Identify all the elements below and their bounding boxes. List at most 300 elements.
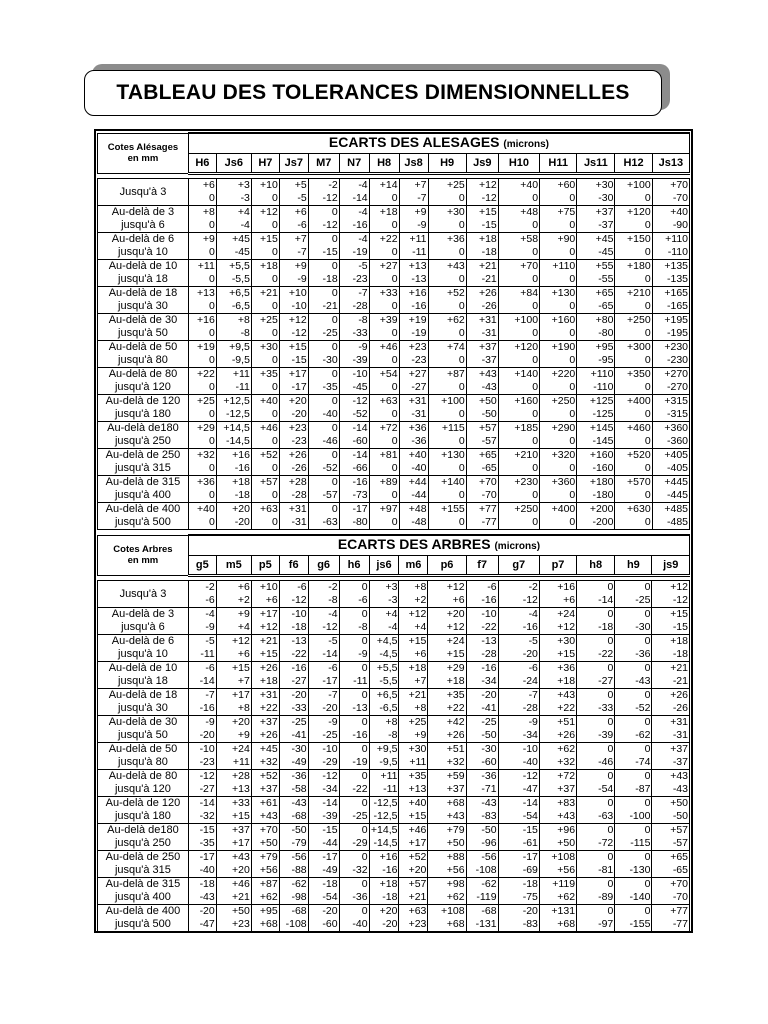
table-row <box>98 341 690 368</box>
tolerance-cell <box>428 314 466 341</box>
upper-deviation: -7 <box>328 689 338 701</box>
tolerance-cell <box>540 503 577 530</box>
tolerance-cell <box>339 503 369 530</box>
tolerance-cell <box>615 851 652 878</box>
upper-deviation: +150 <box>627 233 651 245</box>
upper-deviation: +11 <box>232 368 250 380</box>
tolerance-cell <box>652 206 689 233</box>
tolerance-cell <box>188 422 216 449</box>
upper-deviation: +61 <box>259 797 278 809</box>
tolerance-cell <box>369 287 399 314</box>
tolerance-cell <box>540 449 577 476</box>
column-header: Js6 <box>216 154 251 174</box>
upper-deviation: -10 <box>291 608 307 620</box>
tolerance-cell <box>498 905 539 932</box>
tolerance-cell <box>577 743 615 770</box>
lower-deviation: 0 <box>208 300 215 312</box>
tolerance-cell <box>498 314 539 341</box>
size-range-label <box>98 878 189 905</box>
upper-deviation: -12,5 <box>373 797 398 809</box>
size-range-label <box>98 689 189 716</box>
upper-deviation: +39 <box>379 314 398 326</box>
lower-deviation: -63 <box>598 810 614 822</box>
size-range-line: jusqu'à 250 <box>114 837 171 849</box>
upper-deviation: +20 <box>232 716 250 728</box>
column-header: h8 <box>577 556 615 576</box>
lower-deviation: 0 <box>569 462 576 474</box>
tolerance-cell <box>615 662 652 689</box>
lower-deviation: -6 <box>358 594 368 606</box>
lower-deviation: -27 <box>199 783 215 795</box>
upper-deviation: +165 <box>664 287 688 299</box>
tolerance-cell <box>539 743 576 770</box>
tolerance-cell <box>279 689 308 716</box>
tolerance-cell <box>279 341 308 368</box>
tolerance-cell <box>339 581 369 608</box>
lower-deviation: -60 <box>352 435 368 447</box>
column-header: p5 <box>251 556 279 576</box>
upper-deviation: -18 <box>199 878 215 890</box>
upper-deviation: +88 <box>446 851 465 863</box>
upper-deviation: +62 <box>446 314 465 326</box>
tolerance-cell <box>369 449 399 476</box>
tolerance-cell <box>652 422 689 449</box>
lower-deviation: 0 <box>532 273 539 285</box>
upper-deviation: +22 <box>196 368 215 380</box>
lower-deviation: -27 <box>598 675 614 687</box>
tolerance-cell <box>216 260 251 287</box>
tolerance-cell <box>216 716 251 743</box>
lower-deviation: -16 <box>199 702 215 714</box>
upper-deviation: +17 <box>232 689 250 701</box>
size-range-label <box>98 368 189 395</box>
table-row <box>98 179 690 206</box>
upper-deviation: 0 <box>331 476 338 488</box>
tolerance-cell <box>279 797 308 824</box>
upper-deviation: +95 <box>595 341 614 353</box>
tolerance-cell <box>466 662 498 689</box>
section-heading: ECARTS DES ALESAGES <box>328 134 500 150</box>
lower-deviation: -485 <box>666 516 688 528</box>
size-range-label <box>98 422 189 449</box>
lower-deviation: -110 <box>667 246 688 258</box>
lower-deviation: 0 <box>644 354 651 366</box>
upper-deviation: +6,5 <box>229 287 250 299</box>
upper-deviation: +46 <box>379 341 398 353</box>
lower-deviation: -50 <box>481 408 497 420</box>
upper-deviation: +405 <box>664 449 688 461</box>
tolerance-cell <box>498 581 539 608</box>
lower-deviation: -77 <box>672 918 688 930</box>
lower-deviation: -71 <box>481 783 497 795</box>
lower-deviation: 0 <box>271 435 278 447</box>
lower-deviation: -445 <box>666 489 688 501</box>
upper-deviation: +135 <box>664 260 688 272</box>
lower-deviation: -108 <box>285 918 307 930</box>
tolerance-cell <box>369 422 399 449</box>
upper-deviation: 0 <box>644 824 651 836</box>
lower-deviation: +32 <box>259 756 278 768</box>
tolerance-cell <box>540 233 577 260</box>
tolerance-cell <box>428 422 466 449</box>
tolerance-cell <box>308 314 339 341</box>
upper-deviation: 0 <box>644 716 651 728</box>
tolerance-cell <box>251 449 279 476</box>
lower-deviation: +26 <box>259 729 278 741</box>
tolerance-cell <box>251 422 279 449</box>
table-row <box>98 662 690 689</box>
tolerance-cell <box>498 851 539 878</box>
upper-deviation: +37 <box>232 824 250 836</box>
lower-deviation: -35 <box>199 837 215 849</box>
upper-deviation: +100 <box>627 179 651 191</box>
lower-deviation: 0 <box>644 273 651 285</box>
upper-deviation: 0 <box>644 743 651 755</box>
tolerance-cell <box>652 368 689 395</box>
lower-deviation: -30 <box>635 621 651 633</box>
tolerance-cell <box>216 503 251 530</box>
upper-deviation: +36 <box>196 476 215 488</box>
upper-deviation: +15 <box>288 341 307 353</box>
upper-deviation: -6 <box>487 581 497 593</box>
upper-deviation: +9 <box>294 260 307 272</box>
lower-deviation: -60 <box>322 918 338 930</box>
upper-deviation: 0 <box>331 260 338 272</box>
tolerance-cell <box>540 287 577 314</box>
tolerance-cell <box>577 608 615 635</box>
column-header: Js11 <box>577 154 615 174</box>
tolerance-cell <box>577 878 615 905</box>
shafts-tolerance-table <box>97 534 690 932</box>
tolerance-cell <box>577 368 615 395</box>
lower-deviation: -60 <box>481 756 497 768</box>
upper-deviation: +18 <box>259 260 278 272</box>
lower-deviation: -16 <box>234 462 250 474</box>
tolerance-cell <box>539 824 576 851</box>
table-row <box>98 233 690 260</box>
lower-deviation: 0 <box>532 354 539 366</box>
tolerance-cell <box>539 797 576 824</box>
lower-deviation: -40 <box>411 462 427 474</box>
lower-deviation: -15 <box>291 354 307 366</box>
tolerance-cell <box>539 581 576 608</box>
upper-deviation: +26 <box>478 287 497 299</box>
tolerance-cell <box>652 851 690 878</box>
upper-deviation: +70 <box>670 179 688 191</box>
upper-deviation: +42 <box>446 716 465 728</box>
upper-deviation: +31 <box>408 395 427 407</box>
upper-deviation: +630 <box>627 503 651 515</box>
column-header: Js13 <box>652 154 689 174</box>
lower-deviation: -20 <box>291 408 307 420</box>
tolerance-cell <box>251 287 279 314</box>
upper-deviation: 0 <box>361 662 368 674</box>
upper-deviation: 0 <box>361 770 368 782</box>
lower-deviation: -54 <box>598 783 614 795</box>
upper-deviation: -9 <box>205 716 215 728</box>
upper-deviation: 0 <box>361 581 368 593</box>
tolerance-cell <box>466 179 498 206</box>
tolerance-cell <box>369 581 399 608</box>
upper-deviation: 0 <box>331 395 338 407</box>
tolerance-cell <box>399 743 428 770</box>
upper-deviation: 0 <box>644 662 651 674</box>
table-row <box>98 287 690 314</box>
lower-deviation: -55 <box>598 273 614 285</box>
lower-deviation: -230 <box>666 354 688 366</box>
tolerance-cell <box>216 743 251 770</box>
upper-deviation: -4 <box>358 206 368 218</box>
upper-deviation: 0 <box>644 608 651 620</box>
lower-deviation: +4 <box>414 621 427 633</box>
lower-deviation: +15 <box>557 648 576 660</box>
lower-deviation: -16 <box>352 729 368 741</box>
upper-deviation: +570 <box>627 476 651 488</box>
tolerance-cell <box>652 341 689 368</box>
upper-deviation: +125 <box>589 395 614 407</box>
lower-deviation: +43 <box>557 810 576 822</box>
tolerance-cell <box>216 287 251 314</box>
tolerance-cell <box>577 635 615 662</box>
size-range-line: Au-delà de 30 <box>108 716 178 728</box>
tolerance-cell <box>251 503 279 530</box>
upper-deviation: +32 <box>196 449 215 461</box>
upper-deviation: 0 <box>361 689 368 701</box>
upper-deviation: +43 <box>446 260 465 272</box>
lower-deviation: -19 <box>352 246 368 258</box>
lower-deviation: -47 <box>522 783 538 795</box>
size-range-line: Au-delà de 315 <box>105 476 181 488</box>
lower-deviation: -75 <box>522 891 538 903</box>
tolerance-cell <box>652 743 690 770</box>
tolerance-cell <box>540 314 577 341</box>
tolerance-cell <box>279 851 308 878</box>
lower-deviation: -315 <box>666 408 688 420</box>
upper-deviation: +16 <box>408 287 427 299</box>
lower-deviation: -12 <box>291 594 307 606</box>
lower-deviation: -4,5 <box>379 648 398 660</box>
tolerance-cell <box>369 770 399 797</box>
size-range-label <box>98 608 189 635</box>
column-header: f7 <box>466 556 498 576</box>
tolerance-cell <box>652 179 689 206</box>
upper-deviation: +51 <box>446 743 465 755</box>
lower-deviation: 0 <box>391 273 398 285</box>
tolerance-cell <box>308 851 339 878</box>
upper-deviation: +520 <box>627 449 651 461</box>
section-unit: (microns) <box>503 139 549 150</box>
lower-deviation: -20 <box>522 648 538 660</box>
tolerance-cell <box>188 368 216 395</box>
upper-deviation: +65 <box>670 851 688 863</box>
upper-deviation: -4 <box>205 608 215 620</box>
tolerance-cell <box>428 878 466 905</box>
tolerance-cell <box>577 716 615 743</box>
upper-deviation: +29 <box>446 662 465 674</box>
lower-deviation: -37 <box>481 354 497 366</box>
tolerance-cell <box>615 824 652 851</box>
upper-deviation: +37 <box>259 716 278 728</box>
lower-deviation: -35 <box>322 381 338 393</box>
lower-deviation: -131 <box>475 918 497 930</box>
tolerance-cell <box>251 905 279 932</box>
tolerance-cell <box>369 260 399 287</box>
lower-deviation: +32 <box>446 756 465 768</box>
upper-deviation: -14 <box>199 797 215 809</box>
tolerance-cell <box>428 851 466 878</box>
lower-deviation: 0 <box>391 435 398 447</box>
tolerance-cell <box>188 179 216 206</box>
upper-deviation: +110 <box>590 368 614 380</box>
lower-deviation: +22 <box>557 702 576 714</box>
upper-deviation: 0 <box>361 824 368 836</box>
lower-deviation: 0 <box>532 489 539 501</box>
tolerance-cell <box>539 851 576 878</box>
size-range-line: jusqu'à 50 <box>118 729 168 741</box>
tolerance-cell <box>498 260 539 287</box>
lower-deviation: 0 <box>458 192 465 204</box>
tolerance-cell <box>399 635 428 662</box>
upper-deviation: 0 <box>607 824 614 836</box>
size-range-line: Au-delà de 10 <box>108 662 178 674</box>
tolerance-cell <box>498 635 539 662</box>
lower-deviation: 0 <box>271 381 278 393</box>
lower-deviation: -58 <box>291 783 307 795</box>
lower-deviation: -77 <box>481 516 497 528</box>
tolerance-cell <box>339 770 369 797</box>
tolerance-cell <box>188 608 216 635</box>
lower-deviation: -8 <box>388 729 398 741</box>
lower-deviation: -25 <box>322 327 338 339</box>
lower-deviation: -57 <box>481 435 497 447</box>
table-row <box>98 635 690 662</box>
upper-deviation: +33 <box>232 797 250 809</box>
upper-deviation: +15 <box>408 635 427 647</box>
lower-deviation: +50 <box>557 837 576 849</box>
lower-deviation: -34 <box>481 675 497 687</box>
upper-deviation: +45 <box>232 233 250 245</box>
lower-deviation: -31 <box>411 408 427 420</box>
size-range-line: jusqu'à 80 <box>118 756 168 768</box>
tolerance-cell <box>466 824 498 851</box>
lower-deviation: +26 <box>557 729 576 741</box>
upper-deviation: +40 <box>196 503 215 515</box>
upper-deviation: 0 <box>331 341 338 353</box>
column-header: N7 <box>339 154 369 174</box>
lower-deviation: 0 <box>458 435 465 447</box>
lower-deviation: -9 <box>417 219 427 231</box>
upper-deviation: 0 <box>331 422 338 434</box>
upper-deviation: +120 <box>514 341 539 353</box>
size-range-line: jusqu'à 80 <box>118 354 168 366</box>
upper-deviation: +31 <box>288 503 307 515</box>
lower-deviation: -12 <box>322 219 338 231</box>
upper-deviation: 0 <box>644 797 651 809</box>
tolerance-cell <box>615 287 652 314</box>
upper-deviation: +270 <box>664 368 688 380</box>
lower-deviation: 0 <box>532 381 539 393</box>
upper-deviation: -20 <box>322 905 338 917</box>
tolerance-cell <box>498 449 539 476</box>
tolerance-cell <box>188 851 216 878</box>
lower-deviation: +22 <box>446 702 465 714</box>
upper-deviation: +18 <box>478 233 497 245</box>
upper-deviation: +12 <box>232 635 250 647</box>
lower-deviation: -5,5 <box>379 675 398 687</box>
tolerance-cell <box>251 476 279 503</box>
column-header: g5 <box>188 556 216 576</box>
tolerance-cell <box>216 476 251 503</box>
tolerance-cell <box>466 368 498 395</box>
upper-deviation: +14,5 <box>223 422 250 434</box>
tolerance-cell <box>466 905 498 932</box>
tolerance-cell <box>369 851 399 878</box>
tolerance-cell <box>540 395 577 422</box>
tolerance-cell <box>308 395 339 422</box>
upper-deviation: -5 <box>205 635 215 647</box>
upper-deviation: +160 <box>514 395 539 407</box>
upper-deviation: +108 <box>551 851 576 863</box>
tolerance-cell <box>498 608 539 635</box>
tolerance-cell <box>339 716 369 743</box>
lower-deviation: -3 <box>388 594 398 606</box>
tolerance-cell <box>216 179 251 206</box>
size-range-line: jusqu'à 500 <box>114 516 171 528</box>
tolerance-cell <box>308 179 339 206</box>
upper-deviation: +72 <box>557 770 576 782</box>
upper-deviation: -9 <box>528 716 538 728</box>
tolerance-cell <box>339 608 369 635</box>
upper-deviation: +12 <box>408 608 427 620</box>
tolerance-cell <box>369 368 399 395</box>
lower-deviation: -12 <box>322 621 338 633</box>
tolerance-cell <box>369 476 399 503</box>
upper-deviation: +4 <box>385 608 398 620</box>
lower-deviation: -26 <box>291 462 307 474</box>
upper-deviation: +43 <box>478 368 497 380</box>
lower-deviation: -39 <box>598 729 614 741</box>
column-header: Js7 <box>279 154 308 174</box>
tolerance-cell <box>339 878 369 905</box>
upper-deviation: -14 <box>322 797 338 809</box>
lower-deviation: -20 <box>234 516 250 528</box>
lower-deviation: -16 <box>522 621 538 633</box>
lower-deviation: +4 <box>237 621 250 633</box>
upper-deviation: +25 <box>196 395 215 407</box>
lower-deviation: +20 <box>408 864 427 876</box>
upper-deviation: -4 <box>328 608 338 620</box>
lower-deviation: -9,5 <box>231 354 250 366</box>
size-range-label <box>98 395 189 422</box>
lower-deviation: -52 <box>322 462 338 474</box>
upper-deviation: +12,5 <box>223 395 250 407</box>
upper-deviation: -17 <box>522 851 538 863</box>
upper-deviation: +25 <box>408 716 427 728</box>
tolerance-cell <box>279 824 308 851</box>
upper-deviation: 0 <box>361 797 368 809</box>
lower-deviation: -11 <box>235 381 250 393</box>
lower-deviation: 0 <box>644 462 651 474</box>
lower-deviation: -145 <box>592 435 614 447</box>
lower-deviation: +68 <box>259 918 278 930</box>
lower-deviation: -95 <box>598 354 614 366</box>
upper-deviation: +20 <box>288 395 307 407</box>
upper-deviation: +50 <box>478 395 497 407</box>
lower-deviation: -14 <box>598 594 614 606</box>
upper-deviation: -12 <box>322 770 338 782</box>
column-header: H8 <box>369 154 399 174</box>
lower-deviation: +6 <box>414 648 427 660</box>
